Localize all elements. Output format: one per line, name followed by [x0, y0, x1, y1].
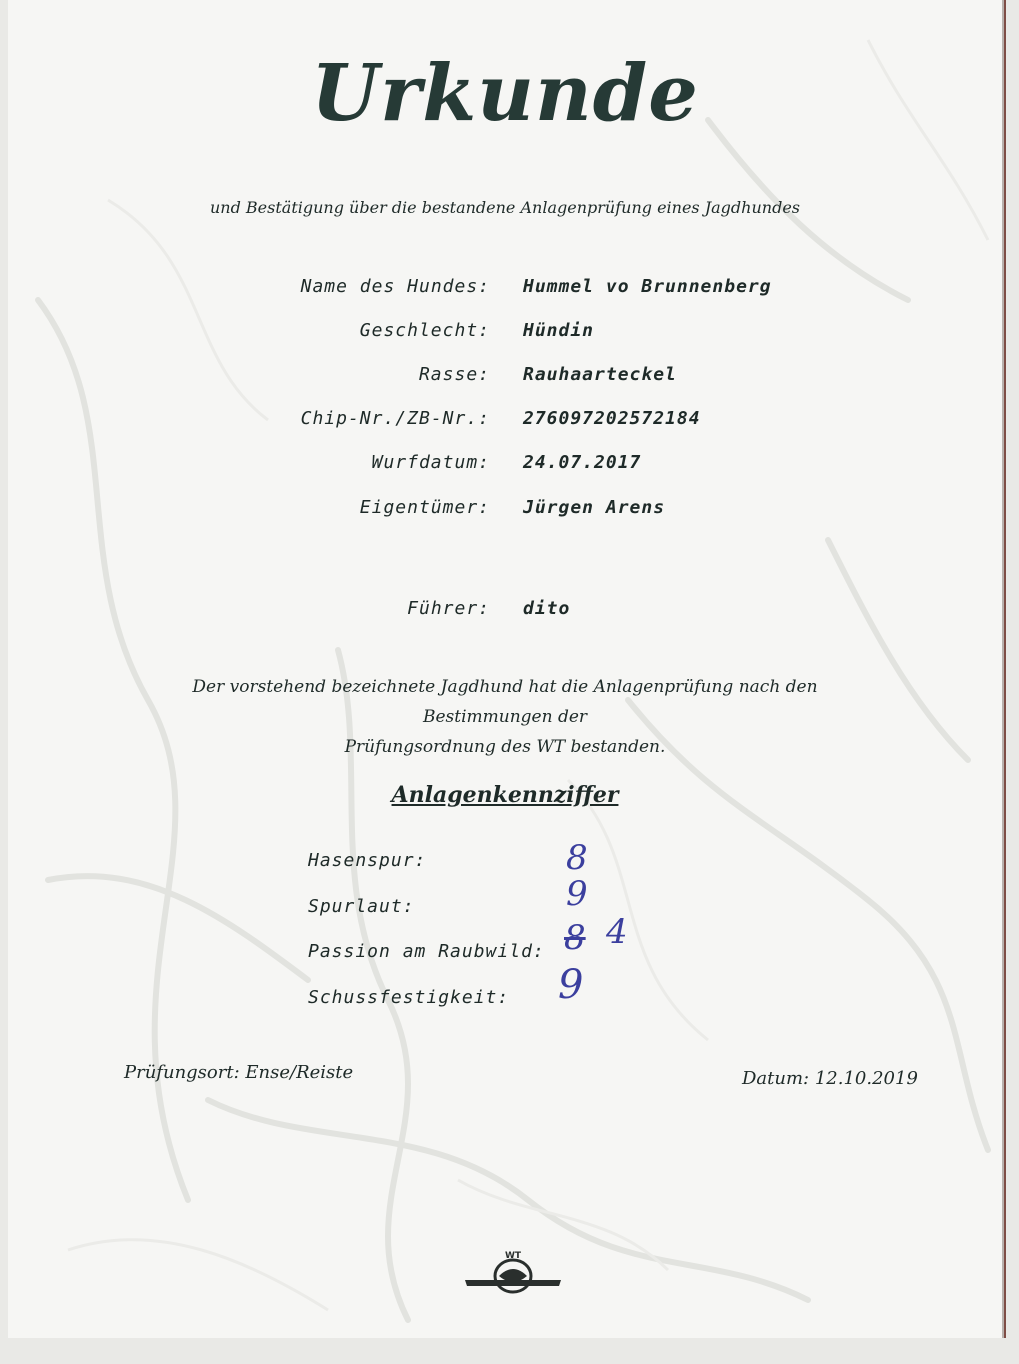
score-label-schussfestigkeit: Schussfestigkeit: — [308, 987, 510, 1008]
exam-place: Prüfungsort: Ense/Reiste — [124, 1062, 354, 1083]
certificate-page — [8, 0, 1002, 1338]
score-label-passion: Passion am Raubwild: — [308, 941, 545, 962]
info-value-name: Hummel vo Brunnenberg — [523, 276, 772, 297]
info-label-birthdate: Wurfdatum: — [371, 452, 490, 473]
score-value-passion-struck: 8 — [564, 918, 586, 958]
certificate-title: Urkunde — [311, 48, 699, 139]
wt-logo — [463, 1246, 563, 1306]
info-label-breed: Rasse: — [418, 364, 490, 385]
score-value-spurlaut: 9 — [566, 874, 588, 914]
info-value-sex: Hündin — [523, 320, 595, 341]
scores-heading: Anlagenkennziffer — [391, 782, 619, 808]
info-value-owner: Jürgen Arens — [523, 497, 666, 518]
statement-line-1: Der vorstehend bezeichnete Jagdhund hat die Anlagenprüfung nach den Bestimmungen der — [192, 677, 818, 727]
certificate-subtitle: und Bestätigung über die bestandene Anlagenprüfung eines Jagdhundes — [209, 198, 800, 217]
certificate-statement — [128, 672, 882, 762]
info-label-handler: Führer: — [407, 598, 490, 619]
info-value-breed: Rauhaarteckel — [523, 364, 677, 385]
info-label-chip: Chip-Nr./ZB-Nr.: — [300, 408, 490, 429]
info-value-chip: 276097202572184 — [523, 408, 701, 429]
exam-date: Datum: 12.10.2019 — [742, 1068, 918, 1089]
score-label-hasenspur: Hasenspur: — [308, 850, 427, 871]
score-value-passion-corrected: 4 — [606, 912, 628, 952]
score-label-spurlaut: Spurlaut: — [308, 896, 415, 917]
statement-line-2: Prüfungsordnung des WT bestanden. — [344, 737, 666, 757]
info-label-name: Name des Hundes: — [300, 276, 490, 297]
logo-text: WT — [504, 1251, 522, 1261]
score-value-hasenspur: 8 — [566, 838, 588, 878]
info-label-sex: Geschlecht: — [359, 320, 490, 341]
info-label-owner: Eigentümer: — [359, 497, 490, 518]
info-value-handler: dito — [523, 598, 571, 619]
info-value-birthdate: 24.07.2017 — [523, 452, 642, 473]
score-value-schussfestigkeit: 9 — [558, 962, 584, 1008]
